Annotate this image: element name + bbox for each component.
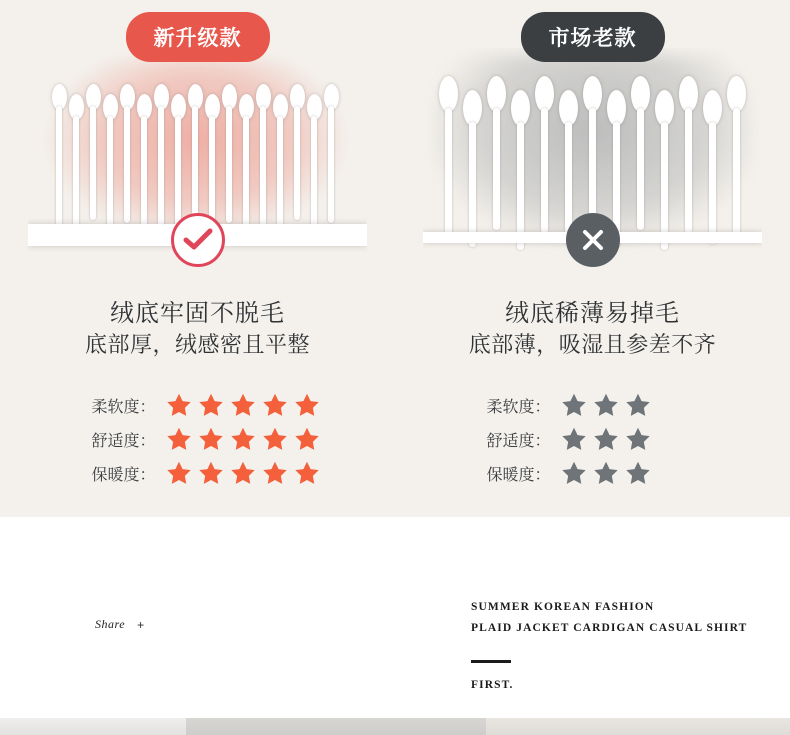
rating-label: 柔软度： xyxy=(91,396,156,416)
headline-new xyxy=(0,296,395,362)
swab-stem xyxy=(226,106,232,223)
swab-stem xyxy=(733,108,740,236)
swab-head xyxy=(439,76,458,112)
swab-head xyxy=(703,90,722,126)
swab-stem xyxy=(107,116,113,236)
swab-stem xyxy=(709,122,716,244)
swab-stem xyxy=(661,122,668,250)
swab-stem xyxy=(243,116,249,230)
comparison-column-old xyxy=(395,0,790,517)
rating-row xyxy=(0,388,395,422)
swab-stem xyxy=(637,108,644,230)
headline-new-line2: 底部厚，绒感密且平整 xyxy=(84,333,310,358)
rating-row xyxy=(395,422,790,456)
rating-label: 保暖度： xyxy=(91,464,156,484)
rating-label: 舒适度： xyxy=(91,430,156,450)
swab-head xyxy=(679,76,698,112)
strip-segment-mid xyxy=(186,718,486,735)
swab-stem xyxy=(328,106,334,223)
footer-section xyxy=(0,517,790,735)
swab-stem xyxy=(685,108,692,233)
swab-head xyxy=(559,90,578,126)
swab-stem xyxy=(124,106,130,223)
swab-stem xyxy=(90,106,96,220)
badge-new-version: 新升级款 xyxy=(126,12,270,62)
plus-icon: + xyxy=(137,617,145,632)
rating-label: 舒适度： xyxy=(486,430,551,450)
swab-stem xyxy=(56,106,62,226)
rating-stars xyxy=(561,426,721,452)
rating-row xyxy=(395,456,790,490)
comparison-column-new xyxy=(0,0,395,517)
badge-old-version: 市场老款 xyxy=(521,12,665,62)
swab-stem xyxy=(277,116,283,233)
cross-circle-icon xyxy=(566,213,620,267)
rating-label: 柔软度： xyxy=(486,396,551,416)
share-button[interactable] xyxy=(95,617,144,632)
swab-head xyxy=(583,76,602,112)
rating-label: 保暖度： xyxy=(486,464,551,484)
promo-line-1: SUMMER KOREAN FASHION xyxy=(471,601,655,613)
swab-head xyxy=(511,90,530,126)
rating-stars xyxy=(561,392,721,418)
bottom-image-strip xyxy=(0,718,790,735)
swab-stem xyxy=(445,108,452,236)
swab-stem xyxy=(192,106,198,220)
swab-stem xyxy=(541,108,548,233)
swab-head xyxy=(607,90,626,126)
swab-stem xyxy=(175,116,181,233)
swab-stem xyxy=(517,122,524,250)
check-circle-icon xyxy=(171,213,225,267)
headline-old-line1: 绒底稀薄易掉毛 xyxy=(505,299,680,327)
rating-stars xyxy=(561,460,721,486)
ratings-new xyxy=(0,388,395,490)
rating-row xyxy=(0,422,395,456)
share-label: Share xyxy=(95,617,126,631)
swab-head xyxy=(535,76,554,112)
promo-line-2: PLAID JACKET CARDIGAN CASUAL SHIRT xyxy=(471,622,748,634)
strip-segment-left xyxy=(0,718,186,735)
swab-head xyxy=(631,76,650,112)
swab-head xyxy=(487,76,506,112)
rating-stars xyxy=(166,460,326,486)
swab-stem xyxy=(311,116,317,236)
swab-head xyxy=(463,90,482,126)
divider xyxy=(471,660,511,663)
swab-stem xyxy=(294,106,300,220)
rating-stars xyxy=(166,392,326,418)
promo-first: FIRST. xyxy=(471,679,514,691)
promo-block xyxy=(471,597,747,691)
swab-stem xyxy=(158,106,164,226)
headline-old xyxy=(395,296,790,362)
swab-head xyxy=(655,90,674,126)
headline-old-line2: 底部薄，吸湿且参差不齐 xyxy=(468,333,717,358)
swab-stem xyxy=(73,116,79,233)
swab-stem xyxy=(493,108,500,230)
swab-head xyxy=(727,76,746,112)
swab-stem xyxy=(260,106,266,226)
ratings-old xyxy=(395,388,790,490)
rating-stars xyxy=(166,426,326,452)
swab-stem xyxy=(141,116,147,230)
rating-row xyxy=(395,388,790,422)
headline-new-line1: 绒底牢固不脱毛 xyxy=(110,299,285,327)
rating-row xyxy=(0,456,395,490)
swab-stem xyxy=(469,122,476,247)
